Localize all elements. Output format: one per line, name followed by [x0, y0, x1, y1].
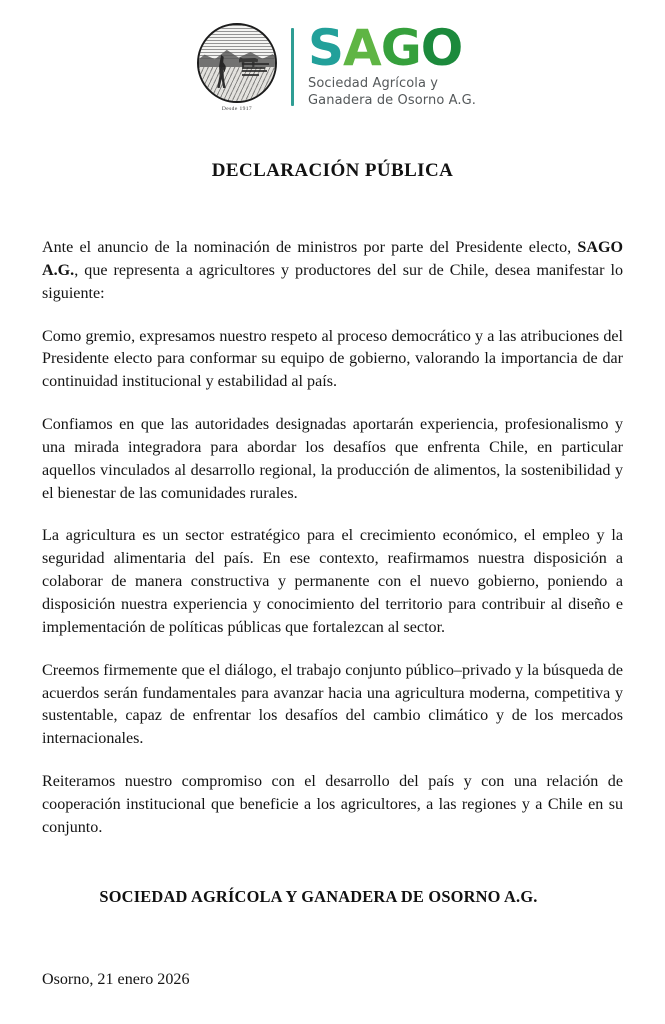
signature-block: SOCIEDAD AGRÍCOLA Y GANADERA DE OSORNO A.G. [99, 886, 538, 906]
sago-seal-emblem [189, 23, 285, 112]
brand-letter-s: S [307, 19, 343, 78]
seal-inscription-lines [242, 59, 269, 79]
body-text: Confiamos en que las autoridades designadas aportarán experiencia, profesionalismo y una mirada integradora para abordar los desafíos que enfrenta Chile, en particular aquellos vinculados al desarrollo regional, la producción de alimentos, la sostenibilidad y el bienestar de las comunidades rurales. [42, 416, 623, 502]
paragraph-5 [42, 660, 623, 751]
paragraph-1 [42, 237, 623, 306]
body-text: Ante el anuncio de la nominación de ministros por parte del Presidente electo, [42, 239, 578, 256]
seal-sky [199, 25, 275, 60]
document-body [0, 237, 665, 840]
body-text: , que representa a agricultores y productores del sur de Chile, desea manifestar lo siguiente: [42, 261, 623, 302]
body-text: Creemos firmemente que el diálogo, el trabajo conjunto público–privado y la búsqueda de acuerdos serán fundamentales para avanzar hacia una agricultura moderna, competitiva y sustentable, capaz de enfrentar los desafíos del cambio climático y de los mercados internacionales. [42, 661, 623, 748]
paragraph-2 [42, 326, 623, 395]
letterhead [0, 0, 665, 112]
logo-divider [291, 28, 294, 106]
dateline: Osorno, 21 enero 2026 [42, 970, 190, 988]
paragraph-3 [42, 414, 623, 505]
sago-brand-letters [307, 19, 476, 78]
brand-subtitle-line-1: Sociedad Agrícola y [307, 76, 439, 92]
body-text: La agricultura es un sector estratégico para el crecimiento económico, el empleo y la seguridad alimentaria del país. En ese contexto, reafirmamos nuestra disposición a colaborar de manera constructiva y permanente con el nuevo gobierno, poniendo a disposición nuestra experiencia y conocimiento del territorio para contribuir al diseño e implementación de políticas públicas que fortalezcan al sector. [42, 527, 623, 636]
body-text: Reiteramos nuestro compromiso con el desarrollo del país y con una relación de cooperación institucional que beneficie a los agricultores, a las regiones y a Chile en su conjunto. [42, 773, 623, 836]
brand-letter-g: G [380, 19, 421, 78]
seal-icon [197, 23, 277, 103]
page-title: DECLARACIÓN PÚBLICA [211, 160, 454, 181]
sago-wordmark [307, 19, 477, 108]
paragraph-6 [42, 771, 623, 840]
body-text: Como gremio, expresamos nuestro respeto al proceso democrático y a las atribuciones del Presidente electo para conformar su equipo de gobierno, valorando la importancia de dar continuidad institucional y estabilidad al país. [42, 327, 623, 391]
emphasis-text: SAGO A.G. [42, 239, 623, 279]
paragraph-4 [42, 525, 623, 639]
brand-subtitle [308, 76, 476, 108]
brand-letter-a: A [343, 19, 381, 78]
brand-letter-o: O [420, 19, 463, 78]
seal-founding-year: Desde 1917 [221, 105, 253, 112]
brand-subtitle-line-2: Ganadera de Osorno A.G. [307, 92, 477, 108]
